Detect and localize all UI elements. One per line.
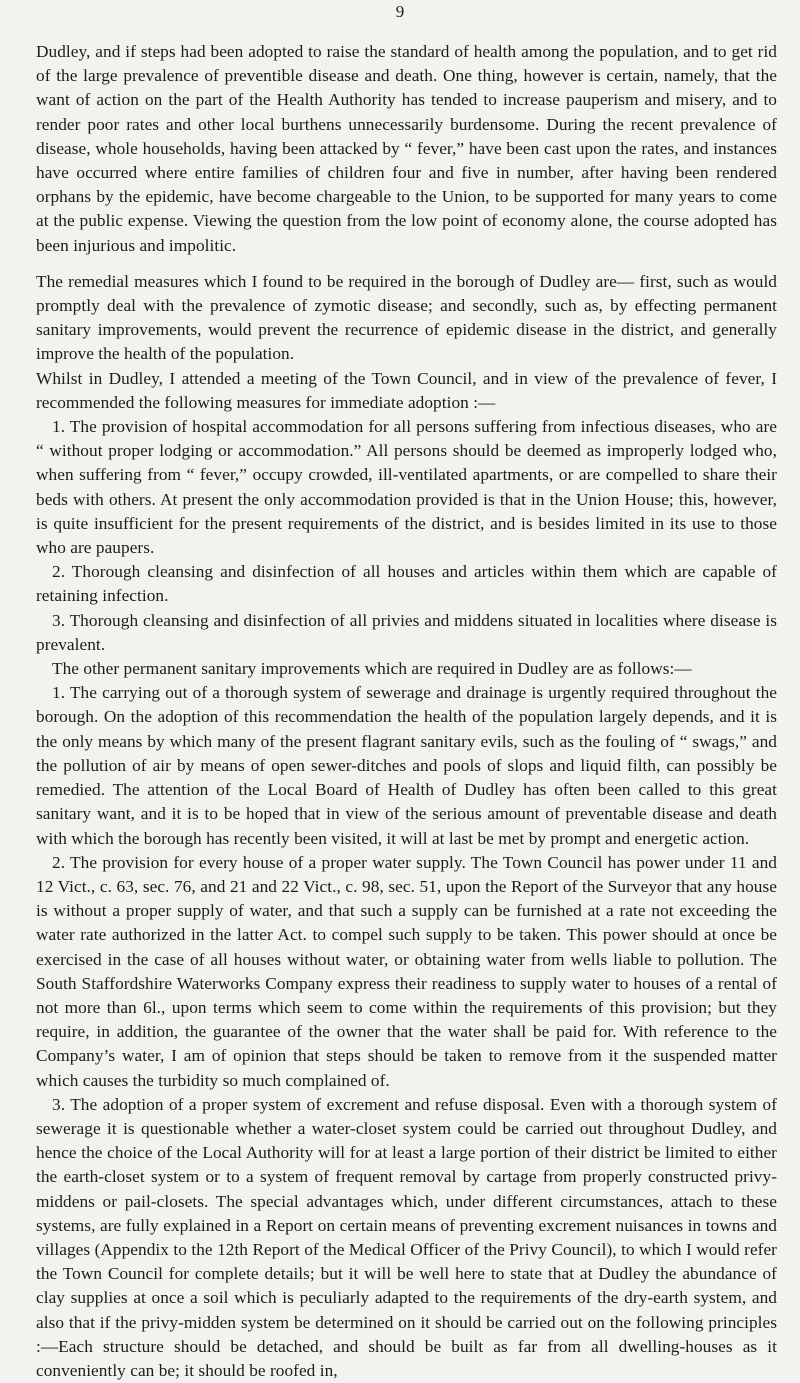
immediate-measure-3: 3. Thorough cleansing and disinfection of all privies and middens situated in localities where disease is prevalent. [36, 610, 777, 654]
page-number: 9 [395, 2, 405, 21]
permanent-improvement-1: 1. The carrying out of a thorough system of sewerage and drainage is urgently required throughout the borough. On the adoption of this recommendation the health of the population largely depends, and it is the only means by which many of the present flagrant sanitary evils, such as the fouling of “ swags,” and the pollution of air by means of open sewer-ditches and pools of slops and liquid filth, can possibly be remedied. The attention of the Local Board of Health of Dudley has often been called to this great sanitary want, and it is to be hoped that in view of the serious amount of preventable disease and death with which the borough has recently been visited, it will at last be met by prompt and energetic action. [36, 683, 777, 848]
immediate-measure-1: 1. The provision of hospital accommodation for all persons suffering from infectious diseases, who are “ without proper lodging or accommodation.” All persons should be deemed as improperly lodged who, when suffering from “ fever,” occupy crowded, ill-ventilated apartments, or are compelled to share their beds with others. At present the only accommodation provided is that in the Union House; this, however, is quite insufficient for the present requirements of the district, and is besides limited in its use to those who are paupers. [36, 417, 777, 558]
permanent-improvement-3: 3. The adoption of a proper system of excrement and refuse disposal. Even with a thorough system of sewerage it is questionable whether a water-closet system could be carried out throughout Dudley, and hence the choice of the Local Authority will for at least a large portion of their district be limited to either the earth-closet system or to a system of frequent removal by cartage from properly constructed privy-middens or pail-closets. The special advantages which, under different circumstances, attach to these systems, are fully explained in a Report on certain means of preventing excrement nuisances in towns and villages (Appendix to the 12th Report of the Medical Officer of the Privy Council), to which I would refer the Town Council for complete details; but it will be well here to state that at Dudley the abundance of clay supplies at once a soil which is peculiarly adapted to the requirements of the dry-earth system, and also that if the privy-midden system be determined on it should be carried out on the following principles :—Each structure should be detached, and should be built as far from all dwelling-houses as it conveniently can be; it should be roofed in, [36, 1094, 777, 1380]
permanent-improvement-2: 2. The provision for every house of a proper water supply. The Town Council has power under 11 and 12 Vict., c. 63, sec. 76, and 21 and 22 Vict., c. 98, sec. 51, upon the Report of the Surveyor that any house is without a proper supply of water, and that such a supply can be furnished at a rate not exceeding the water rate authorized in the latter Act. to compel such supply to be taken. This power should at once be exercised in the case of all houses without water, or obtaining water from wells liable to pollution. The South Staffordshire Waterworks Company express their readiness to supply water to houses of a rental of not more than 6l., upon terms which seem to come within the requirements of this provision; but they require, in addition, the guarantee of the owner that the water shall be paid for. With reference to the Company’s water, I am of opinion that steps should be taken to remove from it the suspended matter which causes the turbidity so much complained of. [36, 852, 777, 1090]
paragraph-intro: Dudley, and if steps had been adopted to raise the standard of health among the population, and to get rid of the large prevalence of preventible disease and death. One thing, however is certain, namely, that the want of action on the part of the Health Authority has tended to increase pauperism and misery, and to render poor rates and other local burthens unnecessarily burdensome. During the recent prevalence of disease, whole households, having been attacked by “ fever,” have been cast upon the rates, and instances have occurred where entire families of children four and five in number, after having been rendered orphans by the epidemic, have become chargeable to the Union, to be supported for many years to come at the public expense. Viewing the question from the low point of economy alone, the course adopted has been injurious and impolitic. [36, 42, 777, 255]
paragraph-remedial-measures: The remedial measures which I found to be required in the borough of Dudley are— first, such as would promptly deal with the prevalence of zymotic disease; and secondly, such as, by effecting permanent sanitary improvements, would prevent the recurrence of epidemic disease in the district, and generally improve the health of the population. [36, 271, 777, 364]
paragraph-permanent-improvements: The other permanent sanitary improvements which are required in Dudley are as follows:— [52, 659, 692, 679]
immediate-measure-2: 2. Thorough cleansing and disinfection of all houses and articles within them which are capable of retaining infection. [36, 562, 777, 606]
body-text [36, 40, 777, 1383]
paragraph-town-council: Whilst in Dudley, I attended a meeting of the Town Council, and in view of the prevalence of fever, I recommended the following measures for immediate adoption :— [36, 368, 777, 412]
